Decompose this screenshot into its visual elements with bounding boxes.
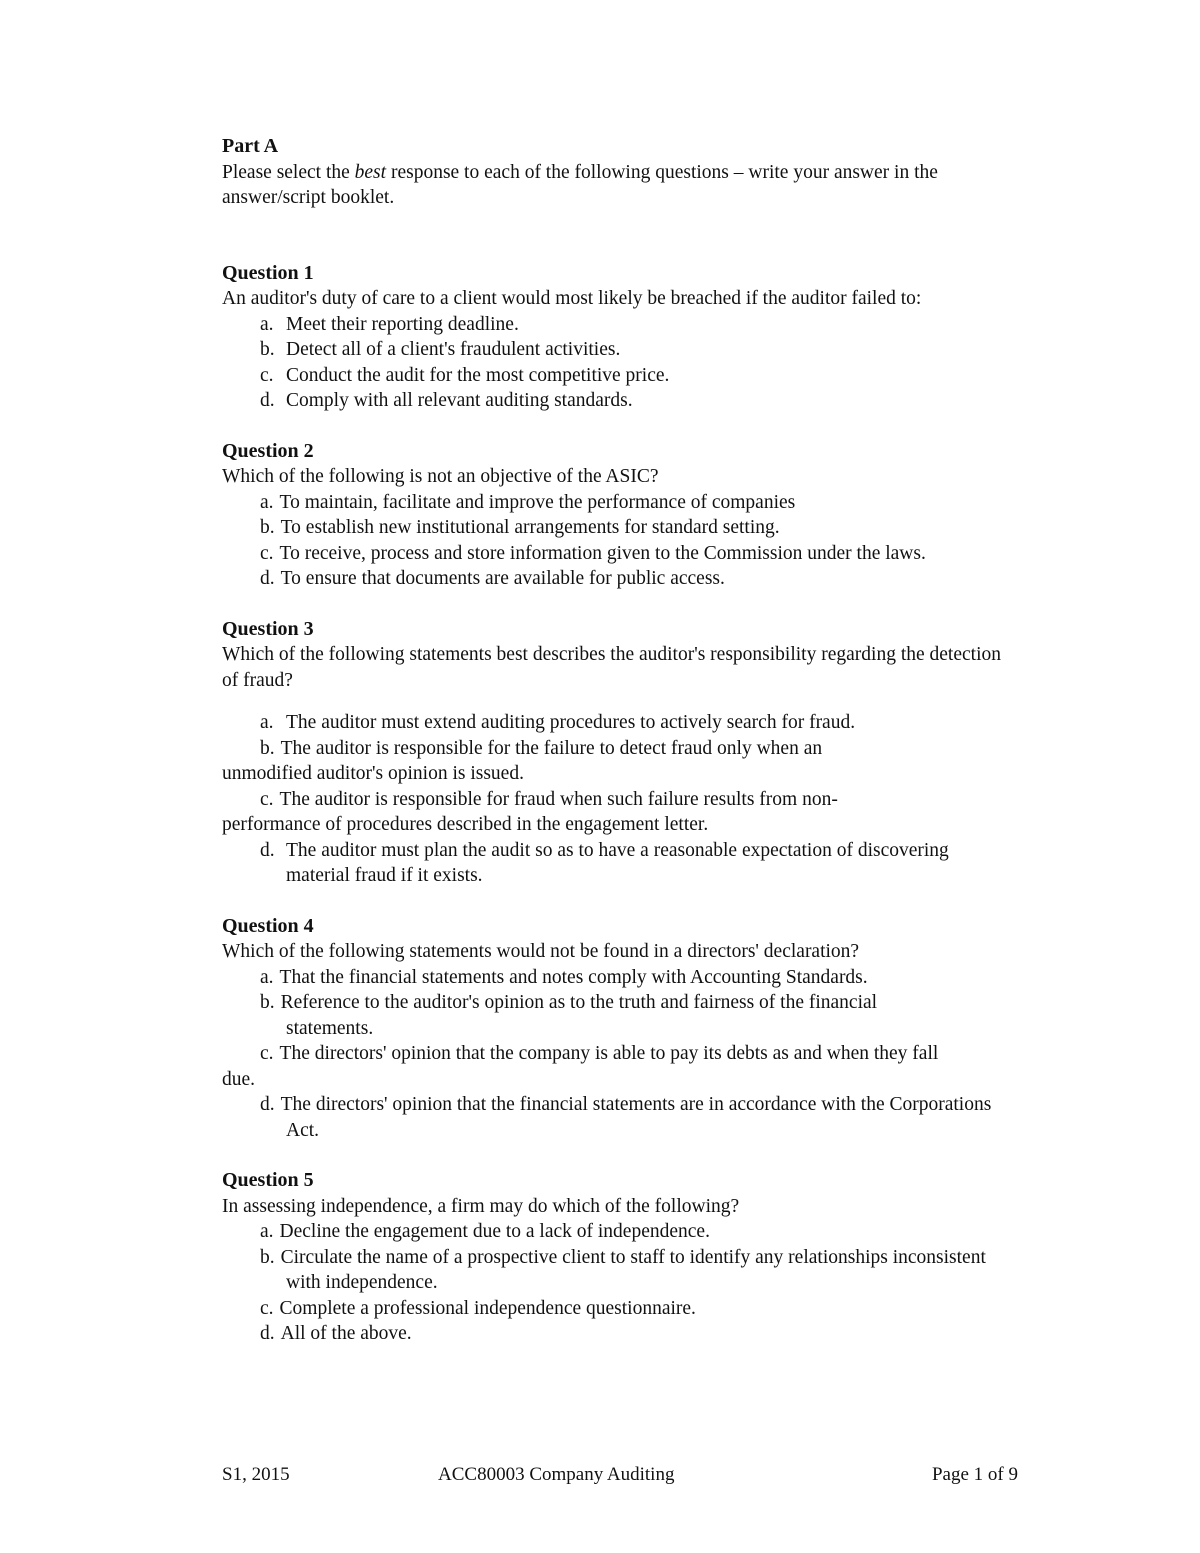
option-marker: d. (260, 568, 275, 589)
footer-semester: S1, 2015 (222, 1464, 290, 1485)
option-text: Meet their reporting deadline. (286, 313, 519, 335)
option-marker: b. (260, 1246, 275, 1268)
option-text: The directors' opinion that the financial statements are in accordance with the Corporations Act. (280, 1094, 992, 1141)
option-c (222, 1041, 1012, 1092)
instruction-text-start: Please select the (222, 161, 355, 183)
option-d (222, 1321, 1012, 1347)
question-5 (222, 1168, 1012, 1347)
question-title: Question 5 (222, 1169, 314, 1191)
option-text: That the financial statements and notes comply with Accounting Standards. (279, 966, 868, 988)
option-c (222, 363, 1012, 389)
question-title: Question 1 (222, 261, 314, 284)
option-a (222, 1219, 1012, 1245)
page-content (222, 134, 1012, 1372)
option-marker: c. (260, 1043, 274, 1064)
option-marker: a. (260, 712, 274, 733)
option-marker: d. (260, 1323, 275, 1344)
option-list (222, 490, 1012, 592)
option-marker: d. (260, 390, 275, 411)
question-1 (222, 261, 1012, 414)
option-marker: a. (260, 491, 274, 513)
option-text: Complete a professional independence questionnaire. (279, 1297, 696, 1319)
option-text: The auditor must extend auditing procedures to actively search for fraud. (286, 712, 856, 733)
option-marker: c. (260, 542, 274, 564)
question-3 (222, 617, 1012, 889)
option-text: Detect all of a client's fraudulent activities. (286, 339, 621, 360)
option-list (222, 965, 1012, 1144)
option-b (222, 990, 1012, 1041)
option-marker: a. (260, 1221, 274, 1242)
option-b (222, 736, 1012, 787)
question-2 (222, 439, 1012, 592)
option-b (222, 1245, 1012, 1296)
option-d (222, 838, 1012, 889)
option-text: The auditor is responsible for fraud when such failure results from non-performance of procedures described in the engagement letter. (222, 788, 838, 835)
option-marker: c. (260, 364, 274, 386)
option-b (222, 337, 1012, 363)
option-text: To receive, process and store information given to the Commission under the laws. (279, 542, 926, 564)
footer-course: ACC80003 Company Auditing (438, 1464, 675, 1485)
option-c (222, 787, 1012, 838)
option-marker: a. (260, 313, 274, 335)
option-a (222, 312, 1012, 338)
option-marker: b. (260, 517, 275, 538)
instruction-text-end: response to each of the following questions – write your answer in the answer/script booklet. (222, 161, 938, 208)
question-text: Which of the following is not an objective of the ASIC? (222, 466, 659, 487)
option-text: To ensure that documents are available for public access. (280, 568, 725, 589)
option-text: Comply with all relevant auditing standards. (286, 390, 633, 411)
question-text: An auditor's duty of care to a client would most likely be breached if the auditor failed to: (222, 288, 922, 309)
option-text: To maintain, facilitate and improve the performance of companies (279, 491, 796, 513)
option-d (222, 566, 1012, 592)
option-text: To establish new institutional arrangements for standard setting. (280, 517, 780, 538)
question-text: In assessing independence, a firm may do which of the following? (222, 1195, 740, 1217)
option-marker: a. (260, 966, 274, 988)
question-title: Question 3 (222, 617, 314, 640)
option-text: Decline the engagement due to a lack of independence. (279, 1221, 710, 1242)
part-title: Part A (222, 135, 279, 157)
option-marker: b. (260, 992, 275, 1013)
option-text: Circulate the name of a prospective client to staff to identify any relationships inconsistent with independence. (280, 1246, 986, 1293)
option-c (222, 541, 1012, 567)
option-a (222, 710, 1012, 736)
option-text: The auditor must plan the audit so as to have a reasonable expectation of discovering material fraud if it exists. (286, 839, 949, 886)
option-marker: c. (260, 1297, 274, 1319)
question-4 (222, 914, 1012, 1144)
question-text: Which of the following statements would not be found in a directors' declaration? (222, 941, 860, 962)
option-list (222, 710, 1012, 889)
option-d (222, 1092, 1012, 1143)
instruction-emphasis: best (354, 161, 387, 183)
option-text: The directors' opinion that the company is able to pay its debts as and when they fall due. (222, 1043, 939, 1090)
option-text: All of the above. (280, 1323, 412, 1344)
footer-page-number: Page 1 of 9 (931, 1464, 1018, 1485)
option-list (222, 312, 1012, 414)
option-marker: b. (260, 339, 275, 360)
option-text: Reference to the auditor's opinion as to the truth and fairness of the financial statements. (280, 992, 878, 1039)
option-c (222, 1296, 1012, 1322)
option-marker: b. (260, 737, 275, 759)
option-marker: c. (260, 788, 274, 810)
option-list (222, 1219, 1012, 1347)
question-title: Question 4 (222, 914, 314, 937)
option-marker: d. (260, 1094, 275, 1115)
option-a (222, 490, 1012, 516)
question-title: Question 2 (222, 439, 314, 462)
option-marker: d. (260, 839, 275, 861)
option-text: Conduct the audit for the most competitive price. (286, 364, 670, 386)
question-text: Which of the following statements best describes the auditor's responsibility regarding the detection of fraud? (222, 644, 1001, 691)
option-b (222, 515, 1012, 541)
option-d (222, 388, 1012, 414)
option-text: The auditor is responsible for the failure to detect fraud only when an unmodified auditor's opinion is issued. (222, 737, 823, 784)
option-a (222, 965, 1012, 991)
part-instruction (222, 160, 1012, 211)
